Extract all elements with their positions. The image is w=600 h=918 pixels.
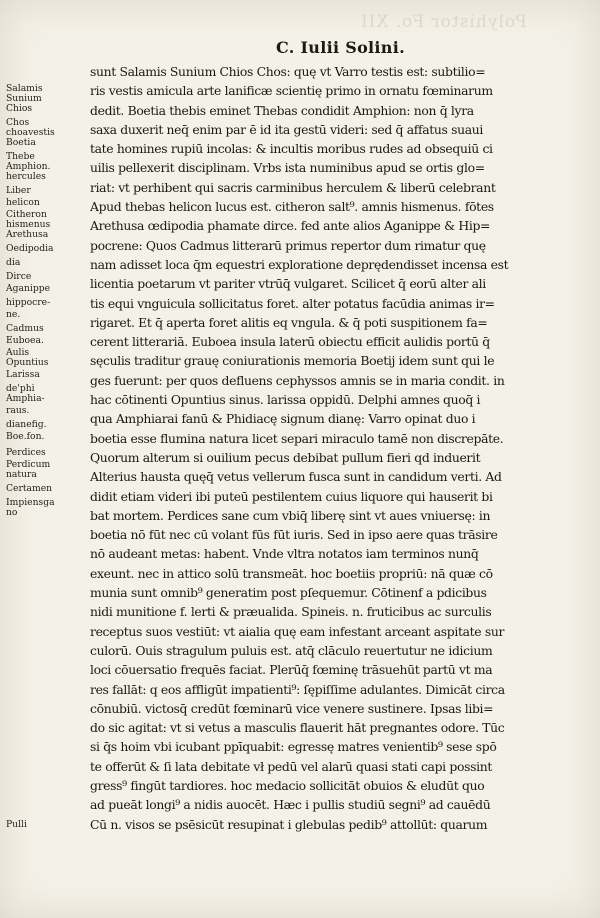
margin-note: Perdices xyxy=(6,447,46,458)
text-line: si q̄s hoim vbi icubant ppīquabit: egressę matres venientib⁹ sese spō xyxy=(90,739,497,755)
text-line: Quorum alterum si ouilium pecus debibat pullum fieri qd induerit xyxy=(90,449,481,465)
text-line: qua Amphiarai fanū & Phidiacę signum dianę: Varro opinat duo i xyxy=(90,411,476,427)
text-line: Alterius hausta quęq̄ vetus vellerum fusca sunt in candidum verti. Ad xyxy=(90,469,502,485)
text-line: boetia nō fūt nec cū volant fūs fūt iuris. Sed in ipso aere quas trāsire xyxy=(90,527,498,543)
text-line: receptus suos vestiūt: vt aialia quę eam infestant arceant aspitate sur xyxy=(90,623,505,639)
text-line: sęculis traditur grauę coniurationis memoria Boetij idem sunt qui le xyxy=(90,353,495,369)
text-line: dedit. Boetia thebis eminet Thebas condidit Amphion: non q̄ lyra xyxy=(90,102,474,118)
margin-note: helicon xyxy=(6,197,40,208)
margin-note: Oedipodia xyxy=(6,243,54,254)
text-line: uilis pellexerit disciplinam. Vrbs ista numinibus apud se ortis glo= xyxy=(90,160,485,176)
text-line: riat: vt perhibent qui sacris carminibus herculem & liberū celebrant xyxy=(90,179,496,195)
margin-note: Cadmus xyxy=(6,323,44,334)
margin-note: Aulis xyxy=(6,347,30,358)
margin-note: Boetia xyxy=(6,137,36,148)
margin-note: Pulli xyxy=(6,819,27,830)
margin-note: Opuntius xyxy=(6,357,49,368)
margin-note: Salamis xyxy=(6,83,43,94)
text-line: nō audeant metas: habent. Vnde vltra notatos iam terminos nunq̄ xyxy=(90,546,479,562)
margin-note: raus. xyxy=(6,405,30,416)
margin-note: dianefig. xyxy=(6,419,47,430)
text-line: sunt Salamis Sunium Chios Chos: quę vt Varro testis est: subtilio= xyxy=(90,64,486,79)
text-line: didit etiam videri ibi puteū pestilentem cuius liquore qui hauserit bi xyxy=(90,488,493,504)
text-line: Arethusa œdipodia phamate dirce. fed ante alios Aganippe & Hip= xyxy=(90,218,491,234)
margin-note: Chios xyxy=(6,103,33,114)
text-line: munia sunt omnib⁹ generatim post pſequemur. Cōtinenf a pdicibus xyxy=(90,585,487,601)
text-line: res fallāt: q eos affligūt impatienti⁹: ſępiſſime adulantes. Dimicāt circa xyxy=(90,681,505,697)
text-line: ges fuerunt: per quos defluens cephyssos amnis se in maria condit. in xyxy=(90,372,505,388)
margin-note: Certamen xyxy=(6,483,53,494)
margin-note: Aganippe xyxy=(6,283,51,294)
margin-note: Amphia- xyxy=(6,393,45,404)
text-line: licentia poetarum vt pariter vtrūq̄ vulgaret. Scilicet q̄ eorū alter ali xyxy=(90,276,486,292)
text-line: te offerūt & ſi lata debitate vł pedū vel alarū quasi stati capi possint xyxy=(90,758,492,774)
text-line: cerent litterariā. Euboea insula laterū obiectu efficit aulidis portū q̄ xyxy=(90,334,490,350)
margin-note: dia xyxy=(6,257,21,268)
margin-note: Perdicum xyxy=(6,459,51,470)
body-text xyxy=(90,62,590,834)
text-line: Apud thebas helicon lucus est. citheron salt⁹. amnis hismenus. fōtes xyxy=(90,199,494,215)
text-line: nam adisset loca q̄m equestri exploratione deprędendisset incensa est xyxy=(90,256,509,272)
text-line: tis equi vnguicula sollicitatus foret. alter potatus facūdia animas ir= xyxy=(90,295,495,311)
margin-note: Sunium xyxy=(6,93,42,104)
margin-note: ne. xyxy=(6,309,21,320)
margin-note: Dirce xyxy=(6,271,32,282)
bleed-through-text: Polyhistor Fo. XII xyxy=(360,12,527,32)
margin-note: Chos xyxy=(6,117,30,128)
margin-note: Thebe xyxy=(6,151,35,162)
text-line: do sic agitat: vt si vetus a masculis flauerit hāt pregnantes odore. Tūc xyxy=(90,720,505,736)
text-line: bat mortem. Perdices sane cum vbiq̄ liberę sint vt aues vniuersę: in xyxy=(90,507,491,523)
margin-note: Larissa xyxy=(6,369,40,380)
text-line: hac cōtinenti Opuntius sinus. larissa oppidū. Delphi amnes quoq̄ i xyxy=(90,392,481,408)
margin-note: hippocre- xyxy=(6,297,51,308)
text-line: ris vestis amicula arte lanificæ scientię primo in ornatu fœminarum xyxy=(90,83,493,99)
text-line: pocrene: Quos Cadmus litterarū primus repertor dum rimatur quę xyxy=(90,237,486,253)
text-line: exeunt. nec in attico solū transmeāt. hoc boetiis propriū: nā quæ cō xyxy=(90,565,493,581)
margin-note: Amphion. xyxy=(6,161,51,172)
text-line: saxa duxerit neq̄ enim par ē id ita gestū videri: sed q̄ affatus suaui xyxy=(90,121,484,137)
text-line: loci cōuersatio frequēs faciat. Plerūq̄ fœminę trāsuehūt partū vt ma xyxy=(90,662,493,678)
margin-note: Impiensga xyxy=(6,497,55,508)
text-line: culorū. Ouis stragulum puluis est. atq̄ clāculo reuertutur ne idicium xyxy=(90,642,493,658)
margin-note: hercules xyxy=(6,171,46,182)
margin-note: Euboea. xyxy=(6,335,44,346)
text-line: boetia esse flumina natura licet separi miraculo tamē non discrepāte. xyxy=(90,430,504,446)
text-line: ad pueāt longi⁹ a nidis auocēt. Hæc i pullis studiū segni⁹ ad cauēdū xyxy=(90,797,491,813)
running-head: C. Iulii Solini. xyxy=(276,38,405,57)
margin-note: no xyxy=(6,507,18,518)
margin-note: Boe.fon. xyxy=(6,431,45,442)
text-line: gress⁹ fingūt tardiores. hoc medacio sollicitāt obuios & eludūt quo xyxy=(90,777,485,793)
text-line: Cū n. visos se psēsicūt resupinat i glebulas pedib⁹ attollūt: quarum xyxy=(90,816,488,832)
margin-note: Citheron xyxy=(6,209,47,220)
text-line: rigaret. Et q̄ aperta foret alitis eq vngula. & q̄ poti suspitionem fa= xyxy=(90,314,488,330)
margin-note: choavestis xyxy=(6,127,55,138)
margin-note: hismenus xyxy=(6,219,51,230)
margin-note: natura xyxy=(6,469,37,480)
text-line: cōnubiū. victosq̄ credūt fœminarū vice venere sustinere. Ipsas libi= xyxy=(90,700,494,716)
text-line: nidi munitione f. lerti & præualida. Spineis. n. fruticibus ac surculis xyxy=(90,604,492,620)
margin-note: de'phi xyxy=(6,383,35,394)
text-line: tate homines rupiū incolas: & incultis moribus rudes ad obsequiū ci xyxy=(90,141,493,157)
margin-note: Liber xyxy=(6,185,31,196)
margin-note: Arethusa xyxy=(6,229,49,240)
